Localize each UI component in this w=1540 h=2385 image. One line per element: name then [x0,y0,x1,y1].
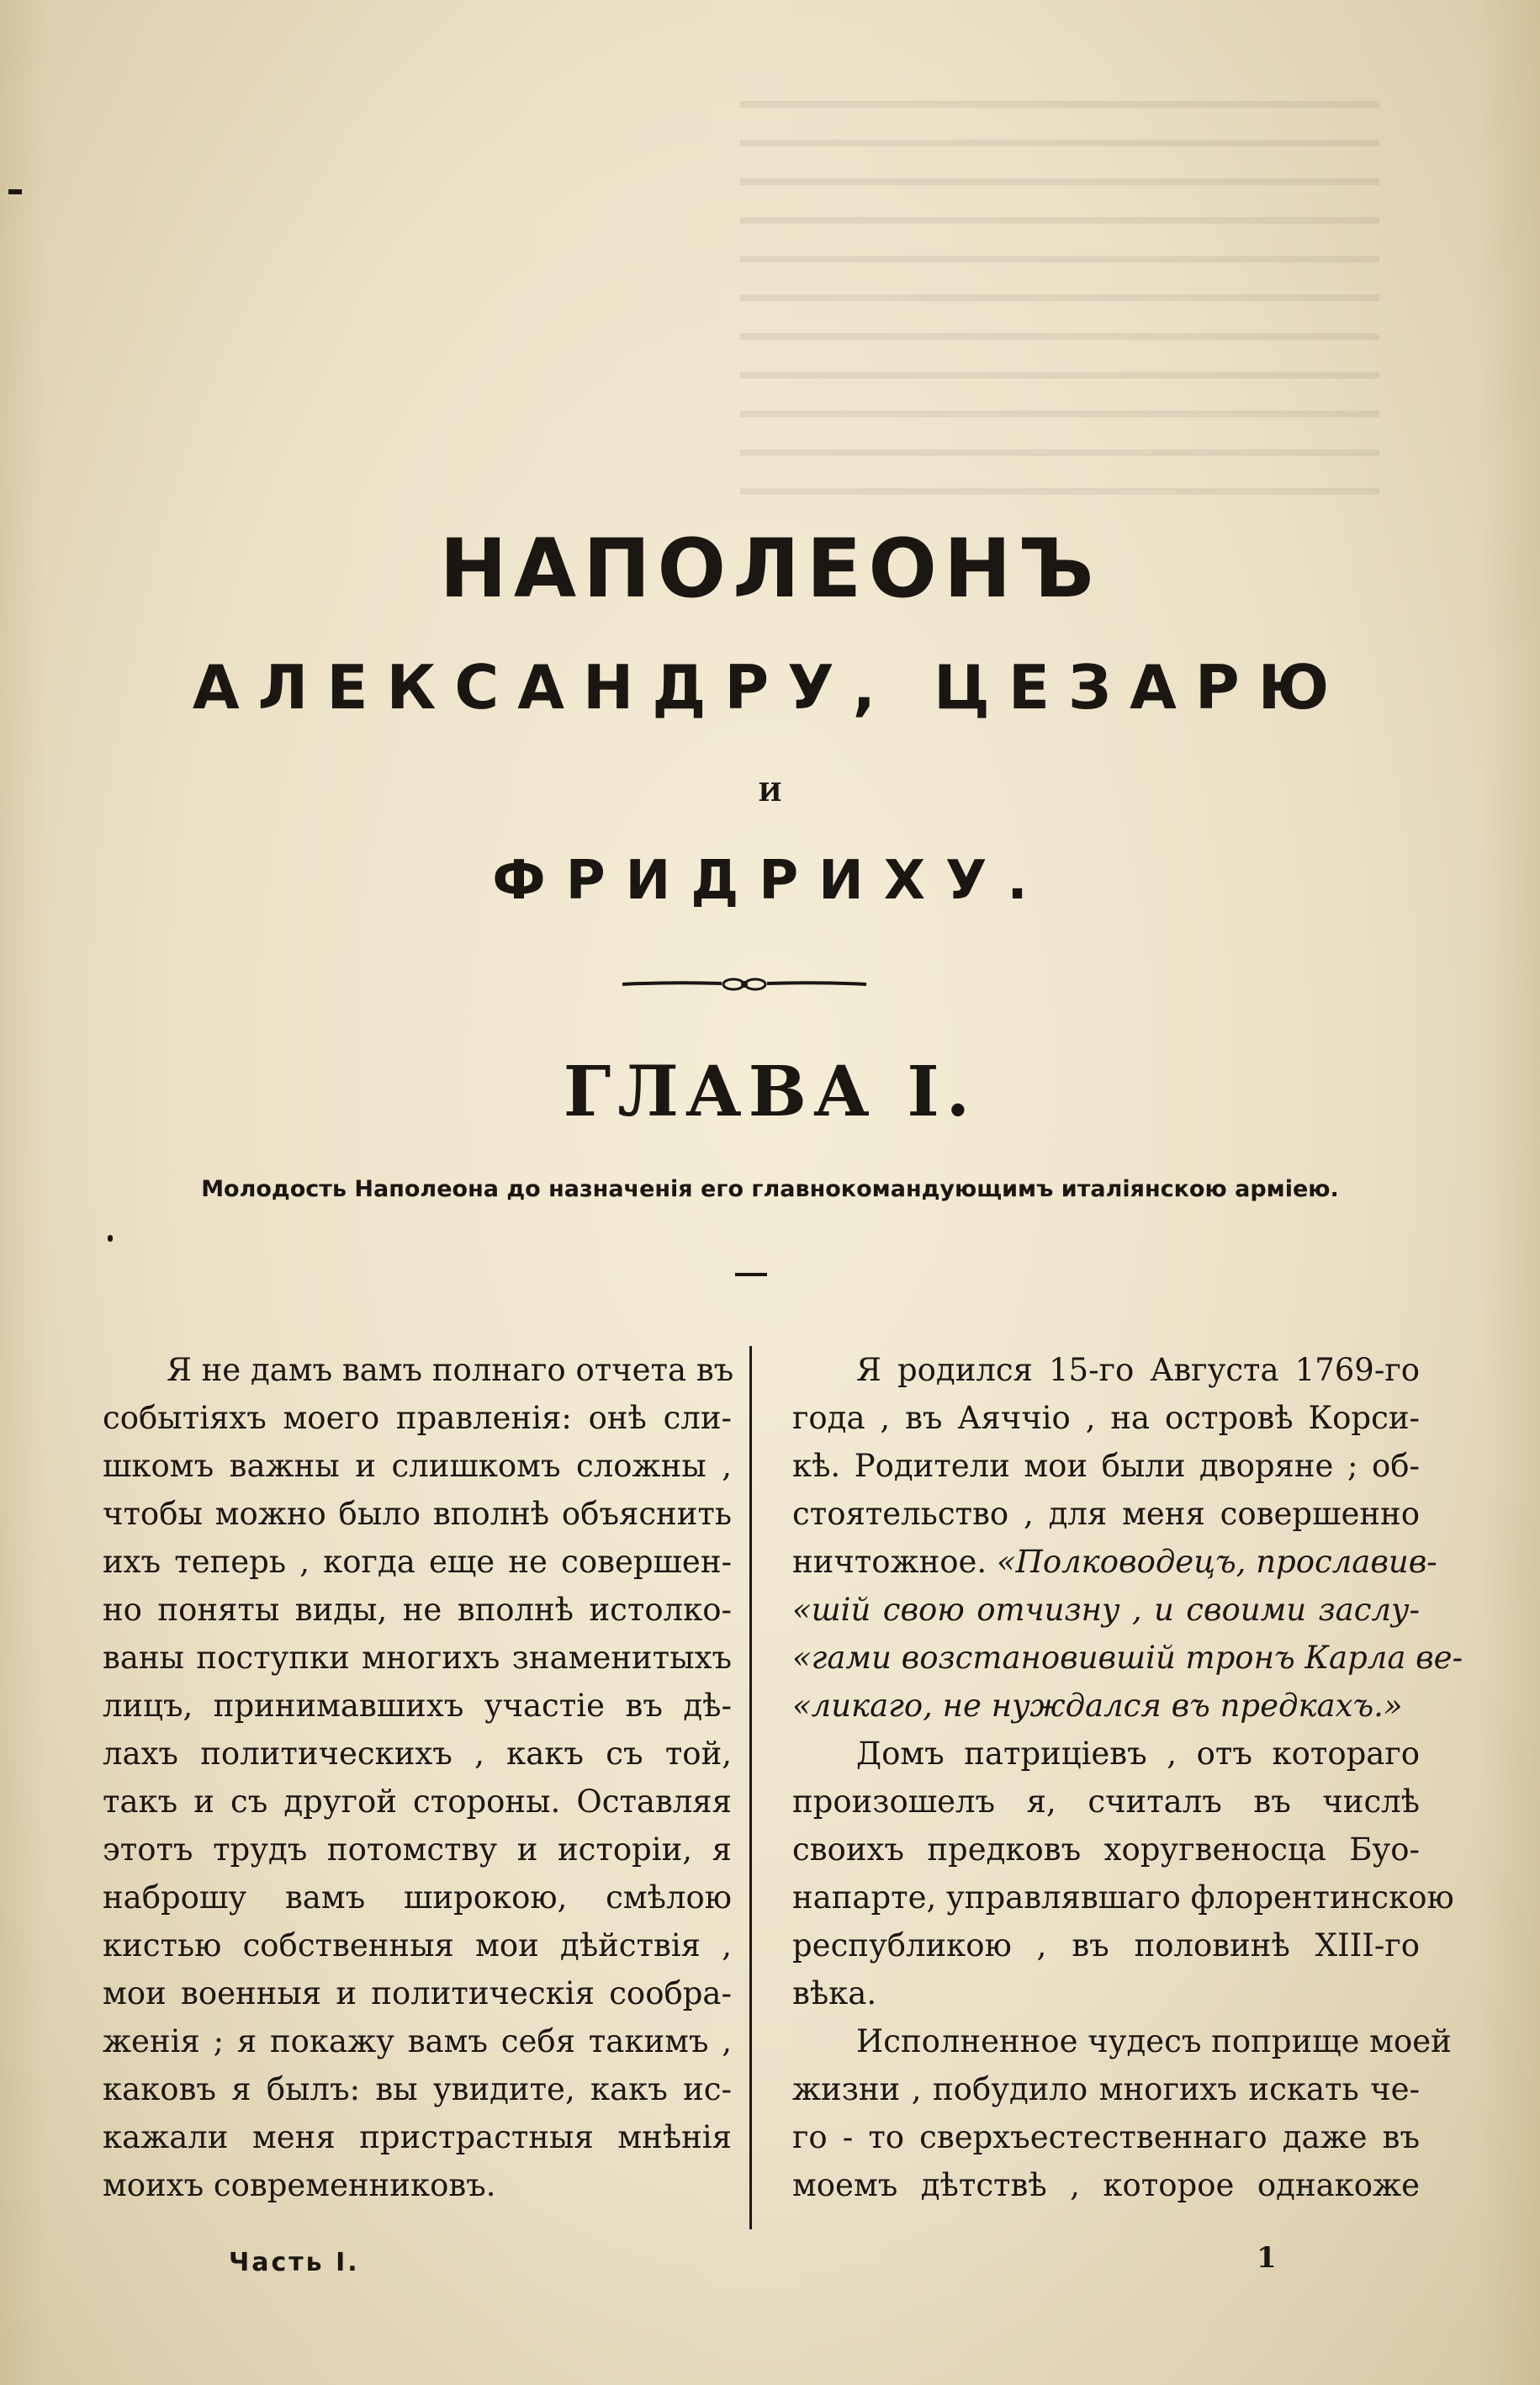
text-line: такъ и съ другой стороны. Оставляя [103,1783,732,1820]
text-line: напарте, управлявшаго флорентинскою [792,1879,1454,1916]
text-line: наброшу вамъ широкою, смѣлою [103,1879,732,1916]
quote-text: «Полководецъ, прославив- [996,1544,1437,1580]
ornament-divider-icon [622,967,866,1001]
text-line: кѣ. Родители мои были дворяне ; об- [792,1448,1420,1484]
quote-text: «шій свою отчизну , и своими заслу- [792,1592,1420,1628]
text-line: кажали меня пристрастныя мнѣнія [103,2119,732,2155]
ink-speck [108,1235,113,1242]
right-column [792,1346,1463,2209]
text-line [792,1586,1420,1634]
text-line: моихъ современниковъ. [103,2167,496,2203]
text-line: года , въ Аяччіо , на островѣ Корси- [792,1400,1420,1436]
text-line: этотъ трудъ потомству и исторіи, я [103,1831,732,1868]
text-line: мои военныя и политическія сообра- [103,1975,732,2011]
text-line: вѣка. [792,1975,877,2011]
text-line: Домъ патриціевъ , отъ котораго [856,1736,1420,1772]
text-line: го - то сверхъестественнаго даже въ [792,2119,1420,2155]
signature-mark: Часть I. [229,2248,360,2277]
column-rule [749,1346,752,2229]
text-line: событіяхъ моего правленія: онѣ сли- [103,1400,732,1436]
text-line: своихъ предковъ хоругвеносца Буо- [792,1831,1420,1868]
text-line: Я не дамъ вамъ полнаго отчета въ [167,1352,734,1388]
text-line: Я родился 15-го Августа 1769-го [856,1352,1420,1388]
text-line [792,1538,1437,1586]
title-main: НАПОЛЕОНЪ [439,522,1101,616]
text-line: республикою , въ половинѣ XIII-го [792,1927,1420,1964]
text-line: каковъ я былъ: вы увидите, какъ ис- [103,2071,732,2107]
text-line: лицъ, принимавшихъ участіе въ дѣ- [103,1688,732,1724]
chapter-summary: Молодость Наполеона до назначенія его главнокомандующимъ италіянскою арміею. [201,1176,1339,1202]
text-line: ваны поступки многихъ знаменитыхъ [103,1640,732,1676]
text-line: Исполненное чудесъ поприще моей [856,2023,1452,2059]
text-line [792,1682,1420,1730]
text-line-start: ничтожное. [792,1544,987,1580]
section-dash [735,1273,767,1276]
left-column [103,1346,732,2209]
bleed-through-shadow [740,101,1379,505]
title-line-2: АЛЕКСАНДРУ, ЦЕЗАРЮ [192,652,1348,723]
text-line: ихъ теперь , когда еще не совершен- [103,1544,732,1580]
text-line: чтобы можно было вполнѣ объяснить [103,1496,732,1532]
text-line: кистью собственныя мои дѣйствія , [103,1927,732,1964]
chapter-heading: ГЛАВА I. [563,1052,977,1132]
text-line: но поняты виды, не вполнѣ истолко- [103,1592,732,1628]
text-line: шкомъ важны и слишкомъ сложны , [103,1448,732,1484]
text-line: моемъ дѣтствѣ , которое однакоже [792,2167,1420,2203]
quote-text: «гами возстановившій тронъ Карла ве- [792,1640,1463,1676]
text-line: жизни , побудило многихъ искать че- [792,2071,1420,2107]
title-line-3: ФРИДРИХУ. [492,850,1048,912]
text-line: стоятельство , для меня совершенно [792,1496,1420,1532]
edge-mark [8,189,22,194]
text-line: произошелъ я, считалъ въ числѣ [792,1783,1420,1820]
text-line: женія ; я покажу вамъ себя такимъ , [103,2023,732,2059]
text-line [792,1634,1463,1682]
page-number: 1 [1257,2241,1277,2275]
quote-text: «ликаго, не нуждался въ предкахъ.» [792,1688,1403,1724]
text-line: лахъ политическихъ , какъ съ той, [103,1736,732,1772]
title-conjunction: И [758,778,782,808]
